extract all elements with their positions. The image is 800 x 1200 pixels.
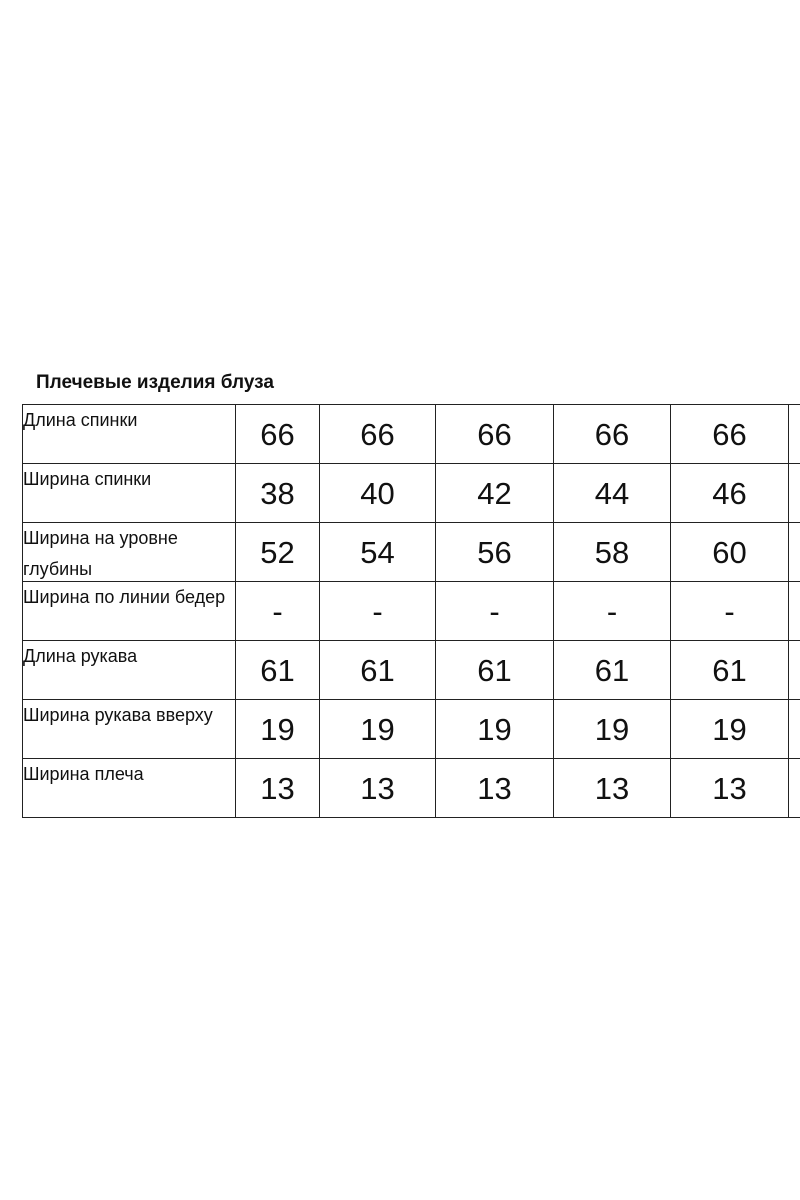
row-label: Ширина по линии бедер	[23, 587, 226, 607]
value-cell: 40	[320, 464, 436, 523]
value-cell: 13	[436, 759, 554, 818]
row-label: Ширина рукава вверху	[23, 705, 213, 725]
value-cell: -	[320, 582, 436, 641]
measurements-table	[22, 404, 800, 818]
value-cell: 66	[436, 405, 554, 464]
value-cell: 58	[554, 523, 671, 582]
value-cell: 61	[320, 641, 436, 700]
table-row	[23, 464, 800, 523]
value-cell-empty	[789, 759, 800, 818]
row-label: Длина рукава	[23, 646, 138, 666]
table-row	[23, 641, 800, 700]
value-cell: 61	[671, 641, 789, 700]
row-label-cell	[23, 641, 236, 700]
value-cell: -	[236, 582, 320, 641]
value-cell: 66	[554, 405, 671, 464]
row-label-cell	[23, 759, 236, 818]
value-cell: 19	[320, 700, 436, 759]
row-label-cell	[23, 700, 236, 759]
value-cell: 66	[236, 405, 320, 464]
row-label: Длина спинки	[23, 410, 138, 430]
row-label-cell	[23, 405, 236, 464]
value-cell: 54	[320, 523, 436, 582]
value-cell-empty	[789, 641, 800, 700]
value-cell: 61	[236, 641, 320, 700]
value-cell: 61	[554, 641, 671, 700]
table-row	[23, 523, 800, 582]
row-label: Ширина плеча	[23, 764, 144, 784]
table-row	[23, 759, 800, 818]
value-cell: 19	[671, 700, 789, 759]
value-cell: 13	[554, 759, 671, 818]
value-cell: 42	[436, 464, 554, 523]
value-cell: 13	[671, 759, 789, 818]
value-cell: 56	[436, 523, 554, 582]
value-cell: 52	[236, 523, 320, 582]
row-label: Ширина спинки	[23, 469, 152, 489]
table-row	[23, 405, 800, 464]
table-row	[23, 700, 800, 759]
row-label-cell	[23, 464, 236, 523]
row-label-cell	[23, 523, 236, 582]
value-cell: 13	[236, 759, 320, 818]
value-cell: -	[671, 582, 789, 641]
value-cell: 19	[554, 700, 671, 759]
value-cell: 19	[436, 700, 554, 759]
value-cell: -	[554, 582, 671, 641]
value-cell: 44	[554, 464, 671, 523]
value-cell: -	[436, 582, 554, 641]
row-label-cell	[23, 582, 236, 641]
value-cell: 60	[671, 523, 789, 582]
table-title: Плечевые изделия блуза	[36, 372, 274, 393]
value-cell-empty	[789, 700, 800, 759]
value-cell: 66	[671, 405, 789, 464]
value-cell: 46	[671, 464, 789, 523]
value-cell: 13	[320, 759, 436, 818]
value-cell-empty	[789, 464, 800, 523]
value-cell: 61	[436, 641, 554, 700]
value-cell: 66	[320, 405, 436, 464]
value-cell: 19	[236, 700, 320, 759]
row-label: Ширина на уровне глубины	[23, 528, 178, 579]
value-cell-empty	[789, 523, 800, 582]
value-cell-empty	[789, 405, 800, 464]
value-cell-empty	[789, 582, 800, 641]
table-row	[23, 582, 800, 641]
value-cell: 38	[236, 464, 320, 523]
